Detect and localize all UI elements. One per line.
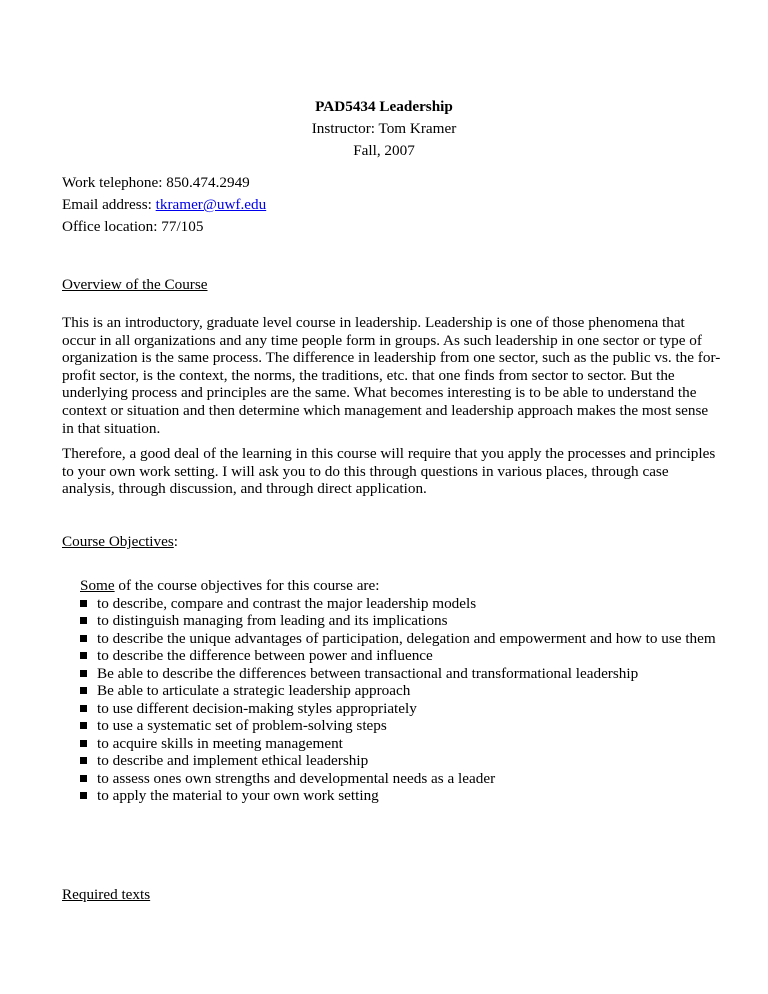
objective-text: to distinguish managing from leading and its implications (97, 612, 448, 629)
square-bullet-icon (80, 740, 87, 747)
required-texts-heading: Required texts (62, 886, 151, 903)
objective-item (80, 612, 730, 630)
square-bullet-icon (80, 652, 87, 659)
square-bullet-icon (80, 722, 87, 729)
office-label: Office location: (62, 218, 162, 235)
office-location: 77/105 (161, 218, 204, 235)
objective-item (80, 682, 730, 700)
objectives-intro-emphasis: Some (80, 577, 115, 594)
objective-item (80, 595, 730, 613)
objective-item (80, 700, 730, 718)
square-bullet-icon (80, 635, 87, 642)
objectives-list (80, 595, 730, 805)
square-bullet-icon (80, 600, 87, 607)
instructor-line: Instructor: Tom Kramer (311, 120, 457, 137)
objective-text: to describe and implement ethical leadership (97, 752, 369, 769)
email-line (62, 194, 266, 216)
objective-text: Be able to describe the differences between transactional and transformational leadership (97, 664, 639, 682)
objective-item (80, 735, 730, 753)
objectives-block (80, 577, 730, 805)
overview-paragraph-1: This is an introductory, graduate level course in leadership. Leadership is one of those phenomena that occur in all organizations and any time people form in groups. As such leadership in one sector or type of organization is the same process. The difference in leadership from one sector, such as the public vs. the for-profit sector, is the context, the norms, the traditions, etc. that one finds from sector to sector. But the underlying process and principles are the same. What becomes interesting is to be able to understand the context or situation and then determine which management and leadership approach makes the most sense in that situation. (62, 314, 721, 437)
square-bullet-icon (80, 617, 87, 624)
overview-paragraph-2: Therefore, a good deal of the learning in this course will require that you apply the processes and principles to your own work setting. I will ask you to do this through questions in various places, through case analysis, through discussion, and through direct application. (62, 445, 716, 498)
email-link[interactable]: tkramer@uwf.edu (155, 196, 267, 213)
phone-line (62, 172, 266, 194)
objective-text: to describe the unique advantages of participation, delegation and empowerment and how to use them (97, 629, 716, 647)
objectives-heading-colon: : (173, 533, 179, 550)
email-label: Email address: (62, 196, 156, 213)
square-bullet-icon (80, 792, 87, 799)
phone-number: 850.474.2949 (166, 174, 250, 191)
objective-item (80, 787, 730, 805)
objectives-intro-text: of the course objectives for this course are: (114, 577, 380, 594)
objective-text: to apply the material to your own work setting (97, 787, 379, 804)
objective-text: to assess ones own strengths and developmental needs as a leader (97, 769, 496, 787)
objectives-heading-text: Course Objectives (62, 533, 174, 550)
objective-item (80, 770, 730, 788)
objective-text: to describe, compare and contrast the major leadership models (97, 594, 477, 612)
square-bullet-icon (80, 775, 87, 782)
contact-info (62, 172, 266, 238)
course-title: PAD5434 Leadership (315, 98, 453, 115)
objective-text: to use a systematic set of problem-solving steps (97, 717, 387, 734)
square-bullet-icon (80, 687, 87, 694)
objectives-heading (62, 532, 178, 552)
objective-text: to acquire skills in meeting management (97, 734, 343, 752)
square-bullet-icon (80, 670, 87, 677)
term-line: Fall, 2007 (353, 142, 415, 159)
objective-text: to describe the difference between power and influence (97, 647, 433, 664)
objective-item (80, 665, 730, 683)
office-line (62, 216, 266, 238)
document-header (0, 96, 768, 162)
objective-item (80, 630, 730, 648)
objective-text: Be able to articulate a strategic leadership approach (97, 682, 411, 699)
objective-item (80, 717, 730, 735)
objective-item (80, 647, 730, 665)
objective-text: to use different decision-making styles appropriately (97, 699, 417, 717)
objectives-intro (80, 577, 730, 595)
objective-item (80, 752, 730, 770)
square-bullet-icon (80, 705, 87, 712)
phone-label: Work telephone: (62, 174, 167, 191)
square-bullet-icon (80, 757, 87, 764)
overview-heading: Overview of the Course (62, 276, 208, 293)
